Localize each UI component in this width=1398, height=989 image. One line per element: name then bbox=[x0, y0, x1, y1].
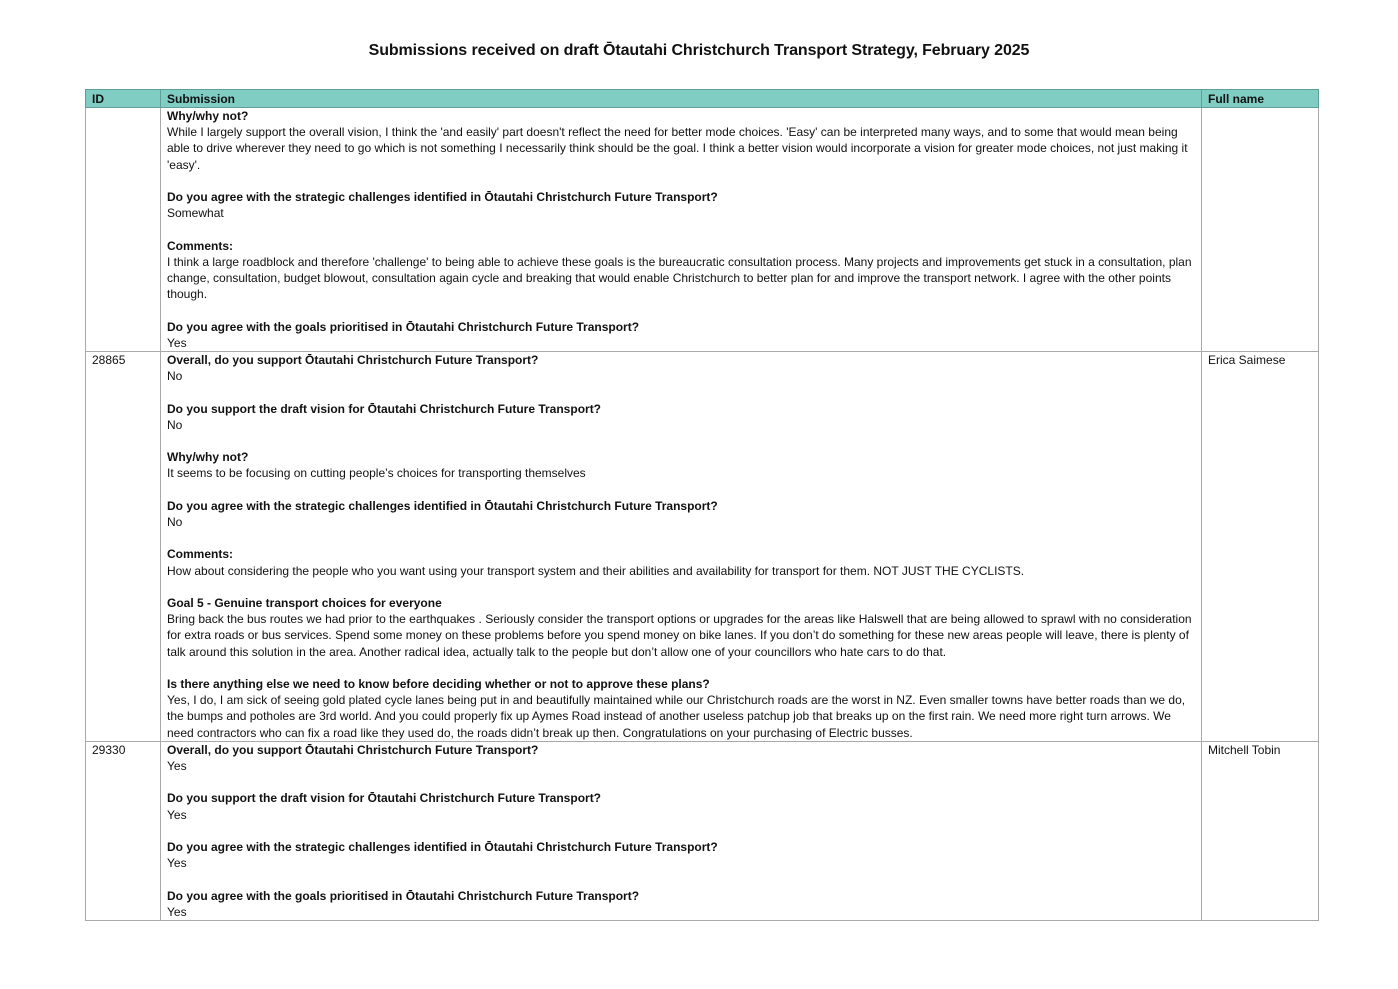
answer-text: Yes bbox=[167, 904, 187, 919]
column-header-id: ID bbox=[86, 90, 161, 108]
question-label: Is there anything else we need to know before deciding whether or not to approve these plans? bbox=[167, 676, 710, 691]
question-label: Overall, do you support Ōtautahi Christchurch Future Transport? bbox=[167, 742, 539, 757]
submitter-full-name: Mitchell Tobin bbox=[1202, 741, 1319, 920]
spacer bbox=[167, 579, 1195, 595]
spacer bbox=[167, 823, 1195, 839]
question-label: Comments: bbox=[167, 238, 234, 253]
document-title: Submissions received on draft Ōtautahi Christchurch Transport Strategy, February 2025 bbox=[368, 42, 1030, 59]
answer-text: Yes bbox=[167, 758, 187, 773]
question-label: Do you support the draft vision for Ōtautahi Christchurch Future Transport? bbox=[167, 791, 602, 806]
answer-text: Yes bbox=[167, 335, 187, 350]
submitter-full-name bbox=[1202, 108, 1319, 352]
submission-id: 28865 bbox=[86, 352, 161, 742]
spacer bbox=[167, 530, 1195, 546]
table-row bbox=[86, 352, 1319, 742]
answer-text: While I largely support the overall vision, I think the 'and easily' part doesn't reflect the need for better mode choices. 'Easy' can be interpreted many ways, and to some that would mean being able to drive wherever they need to go which is not something I necessarily think should be the goal. I think a better vision would incorporate a vision for greater mode choices, not just making it 'easy'. bbox=[167, 125, 1188, 172]
spacer bbox=[167, 660, 1195, 676]
column-header-submission: Submission bbox=[161, 90, 1202, 108]
answer-text: Yes, I do, I am sick of seeing gold plated cycle lanes being put in and beautifully maintained while our Christchurch roads are the worst in NZ. Even smaller towns have better roads than we do, the bumps and potholes are 3rd world. And you could properly fix up Aymes Road instead of another useless patchup job that breaks up on the first rain. We need more right turn arrows. We need contractors who can fix a road like they used do, the roads didn’t break up then. Congratulations on your purchasing of Electric busses. bbox=[167, 693, 1186, 740]
submitter-full-name: Erica Saimese bbox=[1202, 352, 1319, 742]
question-label: Do you support the draft vision for Ōtautahi Christchurch Future Transport? bbox=[167, 401, 602, 416]
question-label: Do you agree with the strategic challenges identified in Ōtautahi Christchurch Future Transport? bbox=[167, 839, 718, 854]
submission-content bbox=[161, 352, 1202, 742]
spacer bbox=[167, 221, 1195, 237]
submission-content bbox=[161, 108, 1202, 352]
spacer bbox=[167, 302, 1195, 318]
spacer bbox=[167, 482, 1195, 498]
answer-text: I think a large roadblock and therefore 'challenge' to being able to achieve these goals is the bureaucratic consultation process. Many projects and improvements get stuck in a consultation, plan change, consultation, budget blowout, consultation again cycle and breaking that would enable Christchurch to better plan for and improve the transport network. I agree with the other points though. bbox=[167, 254, 1192, 302]
question-label: Do you agree with the strategic challenges identified in Ōtautahi Christchurch Future Transport? bbox=[167, 190, 718, 204]
table-header-row bbox=[86, 90, 1319, 108]
spacer bbox=[167, 384, 1195, 400]
question-label: Overall, do you support Ōtautahi Christchurch Future Transport? bbox=[167, 353, 539, 367]
answer-text: Somewhat bbox=[167, 206, 224, 221]
submission-id: 29330 bbox=[86, 741, 161, 920]
submission-id bbox=[86, 108, 161, 352]
spacer bbox=[167, 774, 1195, 790]
answer-text: Yes bbox=[167, 807, 187, 822]
answer-text: How about considering the people who you want using your transport system and their abilities and availability for transport for them. NOT JUST THE CYCLISTS. bbox=[167, 563, 1025, 578]
question-label: Do you agree with the goals prioritised in Ōtautahi Christchurch Future Transport? bbox=[167, 888, 640, 903]
question-label: Goal 5 - Genuine transport choices for everyone bbox=[167, 595, 442, 610]
answer-text: No bbox=[167, 514, 183, 529]
table-row bbox=[86, 741, 1319, 920]
question-label: Why/why not? bbox=[167, 450, 249, 465]
question-label: Why/why not? bbox=[167, 109, 249, 123]
spacer bbox=[167, 433, 1195, 449]
question-label: Do you agree with the strategic challenges identified in Ōtautahi Christchurch Future Transport? bbox=[167, 498, 718, 513]
answer-text: It seems to be focusing on cutting people’s choices for transporting themselves bbox=[167, 466, 586, 481]
spacer bbox=[167, 173, 1195, 189]
answer-text: Yes bbox=[167, 856, 187, 871]
submission-content bbox=[161, 741, 1202, 920]
question-label: Do you agree with the goals prioritised in Ōtautahi Christchurch Future Transport? bbox=[167, 319, 640, 334]
answer-text: No bbox=[167, 417, 183, 432]
table-row bbox=[86, 108, 1319, 352]
answer-text: No bbox=[167, 369, 183, 384]
column-header-full-name: Full name bbox=[1202, 90, 1319, 108]
table-body bbox=[86, 108, 1319, 921]
question-label: Comments: bbox=[167, 547, 234, 562]
submissions-table bbox=[85, 89, 1319, 921]
answer-text: Bring back the bus routes we had prior to the earthquakes . Seriously consider the transport options or upgrades for the areas like Halswell that are being allowed to sprawl with no consideration for extra roads or bus services. Spend some money on these problems before you spend money on bike lanes. If you don’t do something for these new areas people will leave, there is plenty of talk around this solution in the area. Another radical idea, actually talk to the people but don’t allow one of your councillors who hate cars to do that. bbox=[167, 612, 1192, 659]
spacer bbox=[167, 871, 1195, 887]
